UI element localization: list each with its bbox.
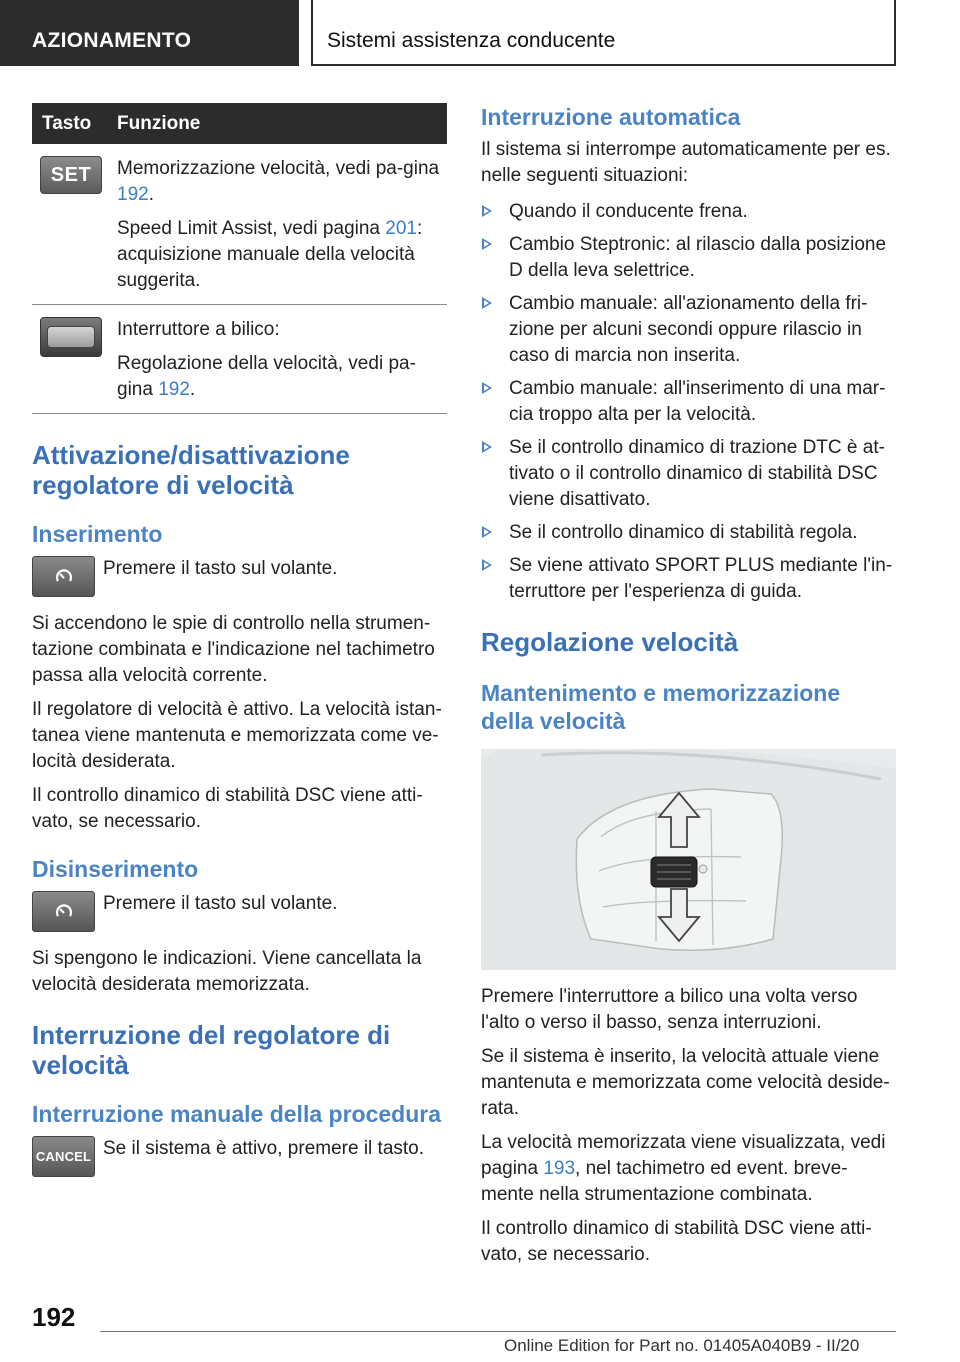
triangle-bullet-icon [482, 297, 492, 309]
heading-manual: Interruzione manuale della procedura [32, 1101, 441, 1127]
triangle-bullet-icon [482, 205, 492, 217]
key-function-table [32, 103, 447, 414]
list-item: Cambio manuale: all'inserimento di una mar‐cia troppo alta per la velocità. [481, 376, 896, 428]
list-item: Cambio Steptronic: al rilascio dalla posizione D della leva selettrice. [481, 232, 896, 284]
edition-note: Online Edition for Part no. 01405A040B9 - II/20 [504, 1336, 860, 1355]
cruise-control-icon [32, 891, 95, 932]
triangle-bullet-icon [482, 559, 492, 571]
cruise-control-icon [32, 556, 95, 597]
heading-speed: Regolazione velocità [481, 627, 739, 657]
auto-interrupt-list [481, 199, 896, 605]
on-button-row: Premere il tasto sul volante. [32, 556, 447, 597]
col-header-function: Funzione [107, 103, 447, 144]
page-link[interactable]: 192 [117, 184, 149, 205]
list-item: Se viene attivato SPORT PLUS mediante l'in‐terruttore per l'esperienza di guida. [481, 553, 896, 605]
page-link[interactable]: 193 [543, 1158, 576, 1179]
heading-on: Inserimento [32, 521, 163, 547]
triangle-bullet-icon [482, 382, 492, 394]
rocker-switch-icon [40, 317, 102, 357]
triangle-bullet-icon [482, 526, 492, 538]
chapter-title: AZIONAMENTO [0, 0, 299, 66]
list-item: Se il controllo dinamico di trazione DTC è at‐tivato o il controllo dinamico di stabilità DSC viene disattivato. [481, 435, 896, 513]
right-column: Interruzione automatica Il sistema si interrompe automaticamente per es. nelle seguenti situazioni: Quando il conducente frena. Cambio Steptronic: al rilascio dalla posizione D della leva selettrice. Cambio manuale: all'azionamento della fri‐zione per alcuni secondi oppure rilascio in caso di marcia non inserita. Cambio manuale: all'inserimento di una mar‐cia troppo alta per la velocità. Se il controllo dinamico di trazione DTC è at‐tivato o il controllo dinamico di stabilità DSC viene disattivato. Se il controllo dinamico di stabilità regola. Se viene attivato SPORT PLUS mediante l'in‐terruttore per l'esperienza di guida. Regolazione velocità Mantenimento e memorizzazione della velocità Premere l'interruttore a bilico una volta verso l'alto o verso il basso, senza interruzioni. Se il sistema è inserito, la velocità attuale viene mantenuta e memorizzata come velocità deside‐rata. La velocità memorizzata viene visualizzata, vedi pagina 193, nel tachimetro ed event. breve‐mente nella strumentazione combinata. Il controllo dinamico di stabilità DSC viene atti‐vato, se necessario. [481, 103, 896, 1276]
heading-off: Disinserimento [32, 856, 199, 882]
heading-interrupt: Interruzione del regolatore di velocità [32, 1020, 391, 1080]
table-row: Interruttore a bilico: Regolazione della velocità, vedi pa‐gina 192. [32, 305, 447, 414]
list-item: Cambio manuale: all'azionamento della fri‐zione per alcuni secondi oppure rilascio in caso di marcia non inserita. [481, 291, 896, 369]
page-link[interactable]: 192 [158, 379, 190, 400]
col-header-key: Tasto [32, 103, 107, 144]
page-number: 192 [32, 1302, 76, 1332]
cancel-button-row: CANCEL Se il sistema è attivo, premere il tasto. [32, 1136, 447, 1177]
heading-keep: Mantenimento e memorizzazione della velocità [481, 680, 841, 734]
list-item: Se il controllo dinamico di stabilità regola. [481, 520, 896, 546]
footer-divider [100, 1331, 896, 1332]
section-title: Sistemi assistenza conducente [311, 0, 896, 66]
heading-auto: Interruzione automatica [481, 104, 741, 130]
off-button-row: Premere il tasto sul volante. [32, 891, 447, 932]
page-header [0, 0, 960, 66]
table-row: SET Memorizzazione velocità, vedi pa‐gina 192. Speed Limit Assist, vedi pagina 201: acquisizione manuale della velocità suggerita. [32, 144, 447, 305]
triangle-bullet-icon [482, 441, 492, 453]
left-column: Tasto Funzione SET Memorizzazione velocità, vedi pa‐gina 192. Speed Limit Assist, vedi pagina 201: acquisizione manuale della velocità suggerita. Interruttore a bilico: Regolazione della velocità, vedi pa‐gina 192. Attivazione/disattivazione regolatore di velocità Inserimento Premere il tasto sul volante. Si accendono le spie di controllo nella strumen‐tazione combinata e l'indicazione nel tachimetro passa alla velocità corrente. Il regolatore di velocità è attivo. La velocità istan‐tanea viene mantenuta e memorizzata come ve‐locità desiderata. Il controllo dinamico di stabilità DSC viene atti‐vato, se necessario. Disinserimento Premere il tasto sul volante. Si spengono le indicazioni. Viene cancellata la velocità desiderata memorizzata. Interruzione del regolatore di velocità Interruzione manuale della procedura CANCEL Se il sistema è attivo, premere il tasto. [32, 103, 447, 1177]
triangle-bullet-icon [482, 238, 492, 250]
list-item: Quando il conducente frena. [481, 199, 896, 225]
cancel-key-icon: CANCEL [32, 1136, 95, 1177]
steering-wheel-buttons-photo [481, 749, 896, 970]
page-link[interactable]: 201 [385, 218, 417, 239]
heading-activation: Attivazione/disattivazione regolatore di velocità [32, 440, 350, 500]
set-key-icon: SET [40, 156, 102, 194]
